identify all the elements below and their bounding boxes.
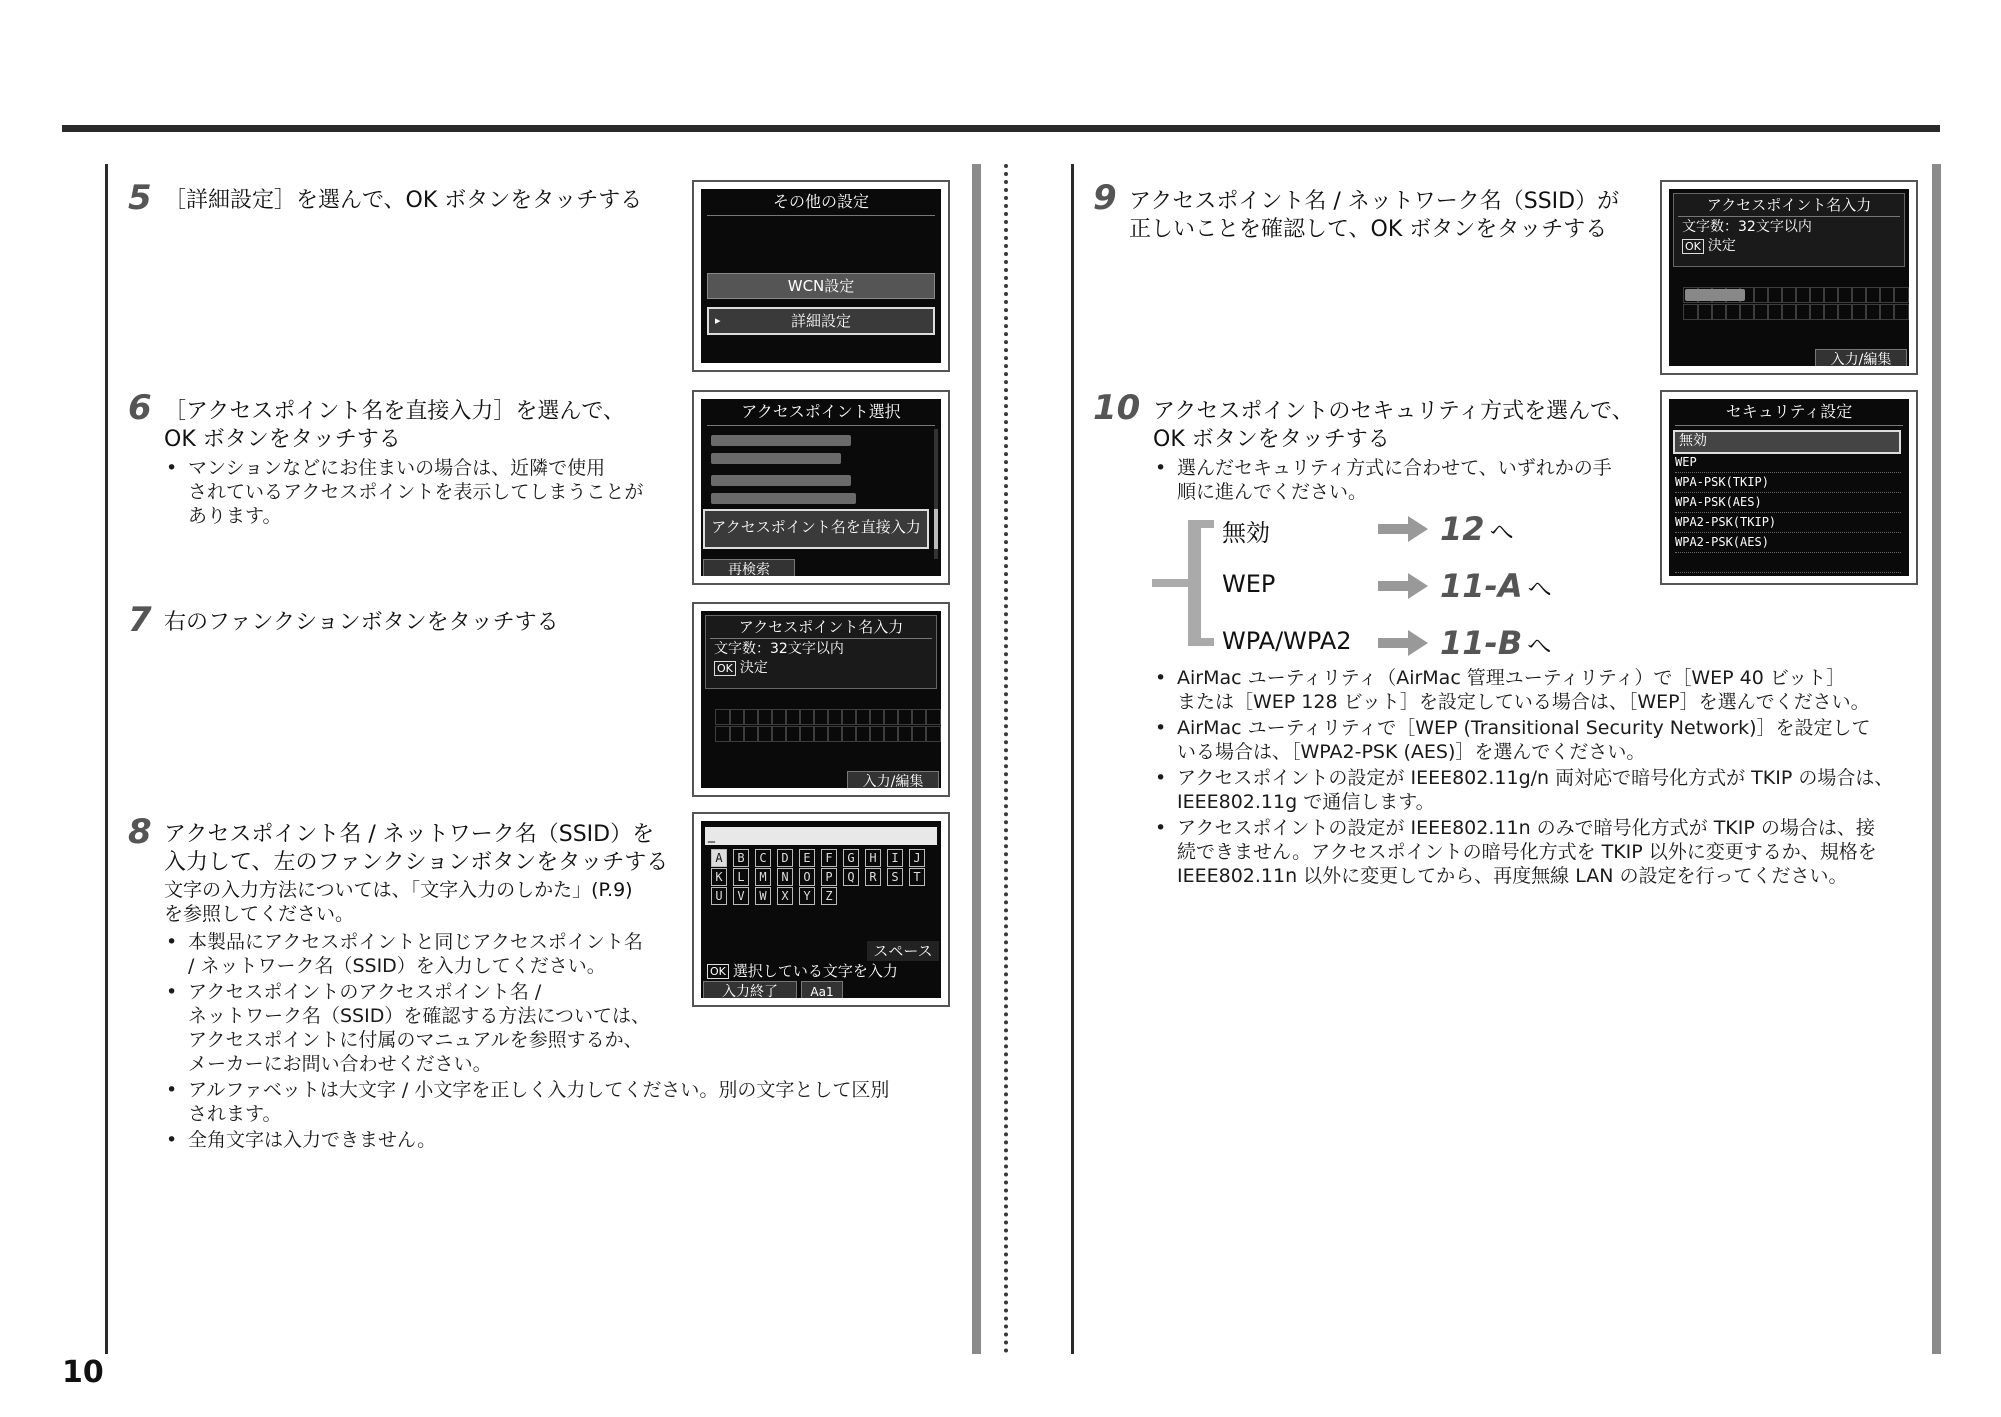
research-button[interactable]: 再検索 [703, 559, 795, 576]
menu-item-advanced[interactable] [707, 307, 935, 335]
flow-target-row [1440, 510, 1514, 548]
blurred-ssid [711, 475, 851, 486]
flow-target-row [1440, 624, 1551, 662]
security-option[interactable]: WPA-PSK(TKIP) [1675, 473, 1901, 493]
keyboard-key[interactable]: Y [799, 887, 815, 905]
note-item: • 本製品にアクセスポイントと同じアクセスポイント名 / ネットワーク名（SSID）を入力してください。 [164, 930, 924, 978]
input-mode-button[interactable]: Aa1 [801, 981, 843, 998]
flow-arrow-icon [1378, 516, 1428, 542]
keyboard-key[interactable]: R [865, 868, 881, 886]
security-option-selected[interactable]: 無効 [1673, 430, 1901, 454]
keyboard-key[interactable]: J [909, 849, 925, 867]
right-column-rule [1071, 164, 1074, 1354]
note-item: • アルファベットは大文字 / 小文字を正しく入力してください。別の文字として区別 されます。 [164, 1078, 924, 1126]
char-cell [1893, 287, 1909, 303]
screen-other-settings [692, 180, 950, 372]
step-title-line2: 入力して、左のファンクションボタンをタッチする [164, 850, 669, 875]
keyboard-key[interactable]: D [777, 849, 793, 867]
keyboard-key[interactable]: H [865, 849, 881, 867]
flow-arrow-icon [1378, 573, 1428, 599]
keyboard-key[interactable]: N [777, 868, 793, 886]
center-dotted-divider [1004, 164, 1008, 1354]
screen-ap-name-input [692, 602, 950, 797]
blurred-ssid [711, 493, 856, 504]
space-key[interactable]: スペース [867, 941, 939, 961]
scrollbar-thumb[interactable] [934, 509, 938, 549]
top-rule [62, 125, 1940, 132]
flow-label-wep: WEP [1222, 570, 1276, 598]
keyboard-key[interactable]: U [711, 887, 727, 905]
keyboard-key[interactable]: W [755, 887, 771, 905]
selection-arrow-icon: ▸ [715, 314, 721, 327]
security-option[interactable]: WPA2-PSK(AES) [1675, 533, 1901, 553]
ok-text: 決定 [739, 660, 768, 676]
screen-ap-name-confirm [1660, 180, 1918, 375]
keyboard-key[interactable]: L [733, 868, 749, 886]
ok-hint-text: 選択している文字を入力 [732, 962, 898, 980]
step-body-line1: 文字の入力方法については、「文字入力のしかた」(P.9) [164, 879, 633, 901]
left-column-rule [105, 164, 108, 1354]
keyboard-key[interactable]: K [711, 868, 727, 886]
char-cell [925, 709, 941, 725]
ok-text: 決定 [1707, 238, 1736, 254]
note-item: • 選んだセキュリティ方式に合わせて、いずれかの手 順に進んでください。 [1153, 456, 1633, 504]
note-item: • アクセスポイントの設定が IEEE802.11n のみで暗号化方式が TKIP の場合は、接 続できません。アクセスポイントの暗号化方式を TKIP 以外に変更するか、規格を IEEE802.11n 以外に変更してから、再度無線 LAN の設定を行ってください。 [1153, 816, 1933, 888]
empty-row [1675, 553, 1901, 573]
security-option[interactable]: WPA2-PSK(TKIP) [1675, 513, 1901, 533]
note-item: • アクセスポイントの設定が IEEE802.11g/n 両対応で暗号化方式が TKIP の場合は、 IEEE802.11g で通信します。 [1153, 766, 1933, 814]
left-column-edge [972, 164, 981, 1354]
keyboard-key[interactable]: C [755, 849, 771, 867]
flow-label-wpa: WPA/WPA2 [1222, 627, 1352, 655]
text-input-field[interactable] [705, 827, 937, 845]
title-divider [1675, 425, 1903, 426]
step-note [1153, 456, 1633, 504]
edit-button[interactable]: 入力/編集 [847, 771, 939, 788]
ok-icon: OK [707, 964, 729, 979]
note-item: • AirMac ユーティリティ（AirMac 管理ユーティリティ）で［WEP 40 ビット］ または［WEP 128 ビット］を設定している場合は、［WEP］を選んでください。 [1153, 666, 1933, 714]
flow-direction: へ [1527, 632, 1552, 660]
flow-direction: へ [1527, 575, 1552, 603]
step-number: 6 [128, 388, 152, 428]
blurred-ssid [711, 435, 851, 446]
char-limit: 文字数：32文字以内 [714, 641, 844, 657]
screen-title: アクセスポイント名入力 [738, 618, 904, 636]
keyboard-key[interactable]: B [733, 849, 749, 867]
char-cell [925, 726, 941, 742]
page-number: 10 [62, 1355, 104, 1390]
keyboard-key[interactable]: Z [821, 887, 837, 905]
keyboard-key[interactable]: M [755, 868, 771, 886]
step-title-line2: 正しいことを確認して、OK ボタンをタッチする [1129, 217, 1608, 242]
title-divider [707, 425, 935, 426]
step-title-line1: アクセスポイント名 / ネットワーク名（SSID）を [164, 822, 655, 847]
title-divider [707, 215, 935, 216]
flow-bracket-stem [1152, 579, 1192, 587]
char-limit: 文字数：32文字以内 [1682, 219, 1812, 235]
step-number: 10 [1093, 388, 1141, 428]
keyboard-key[interactable]: Q [843, 868, 859, 886]
step-notes [164, 456, 684, 528]
step-number: 7 [128, 600, 152, 640]
step-title: ［詳細設定］を選んで、OK ボタンをタッチする [164, 188, 643, 213]
menu-item-direct-input[interactable]: アクセスポイント名を直接入力 [703, 509, 929, 549]
blurred-ssid [1685, 289, 1745, 301]
screen-title: アクセスポイント名入力 [1706, 196, 1872, 214]
menu-item-wcn[interactable]: WCN設定 [707, 273, 935, 299]
ok-hint [707, 961, 898, 981]
ok-icon: OK [1682, 239, 1704, 254]
edit-button[interactable]: 入力/編集 [1815, 349, 1907, 366]
char-cell [1893, 304, 1909, 320]
note-item: • 全角文字は入力できません。 [164, 1128, 924, 1152]
security-option[interactable]: WPA-PSK(AES) [1675, 493, 1901, 513]
keyboard-key[interactable]: I [887, 849, 903, 867]
keyboard-key[interactable]: S [887, 868, 903, 886]
step-title-line1: ［アクセスポイント名を直接入力］を選んで、 [164, 399, 625, 424]
step-number: 9 [1093, 178, 1117, 218]
security-option[interactable]: WEP [1675, 453, 1901, 473]
flow-label-none: 無効 [1222, 519, 1270, 547]
flow-target: 11-B [1440, 624, 1523, 662]
note-item: • AirMac ユーティリティで［WEP (Transitional Security Network)］を設定して いる場合は、［WPA2-PSK (AES)］を選んでください。 [1153, 716, 1933, 764]
keyboard-key[interactable]: A [711, 849, 727, 867]
screen-ap-select [692, 390, 950, 585]
step-number: 5 [128, 178, 152, 218]
step-title: 右のファンクションボタンをタッチする [164, 610, 559, 635]
step-title-line1: アクセスポイント名 / ネットワーク名（SSID）が [1129, 189, 1620, 214]
flow-target: 11-A [1440, 567, 1523, 605]
blurred-ssid [711, 453, 841, 464]
finish-input-button[interactable]: 入力終了 [703, 981, 797, 998]
ok-icon: OK [714, 661, 736, 676]
right-column-edge [1932, 164, 1941, 1354]
flow-target: 12 [1440, 510, 1485, 548]
keyboard-key[interactable]: X [777, 887, 793, 905]
screen-keyboard [692, 812, 950, 1007]
keyboard-key[interactable]: V [733, 887, 749, 905]
keyboard-key[interactable]: E [799, 849, 815, 867]
keyboard-key[interactable]: G [843, 849, 859, 867]
flow-bracket-top [1188, 520, 1214, 528]
flow-bracket-bottom [1188, 638, 1214, 646]
menu-item-label: 詳細設定 [790, 312, 851, 330]
step-title-line1: アクセスポイントのセキュリティ方式を選んで、 [1153, 399, 1634, 424]
ok-hint [1674, 237, 1904, 255]
keyboard-key[interactable]: P [821, 868, 837, 886]
screen-title: アクセスポイント選択 [741, 402, 901, 421]
ok-hint [706, 659, 936, 677]
screen-security [1660, 390, 1918, 585]
step-body-line2: を参照してください。 [164, 903, 355, 925]
step-notes [1153, 666, 1933, 888]
step-title-line2: OK ボタンをタッチする [1153, 427, 1390, 452]
keyboard-key[interactable]: F [821, 849, 837, 867]
text-cursor: _ [708, 827, 715, 843]
flow-target-row [1440, 567, 1552, 605]
info-panel [1673, 193, 1905, 267]
screen-title: セキュリティ設定 [1725, 402, 1853, 421]
note-item: • アクセスポイントのアクセスポイント名 / ネットワーク名（SSID）を確認する方法については、 アクセスポイントに付属のマニュアルを参照するか、 メーカーにお問い合わせください。 [164, 980, 924, 1076]
keyboard-key[interactable]: O [799, 868, 815, 886]
flow-direction: へ [1489, 518, 1514, 546]
flow-arrow-icon [1378, 630, 1428, 656]
note-item: • マンションなどにお住まいの場合は、近隣で使用 されているアクセスポイントを表示してしまうことが あります。 [164, 456, 684, 528]
info-panel [705, 615, 937, 689]
step-number: 8 [128, 812, 152, 852]
keyboard-key[interactable]: T [909, 868, 925, 886]
screen-title: その他の設定 [772, 192, 869, 211]
step-title-line2: OK ボタンをタッチする [164, 427, 401, 452]
